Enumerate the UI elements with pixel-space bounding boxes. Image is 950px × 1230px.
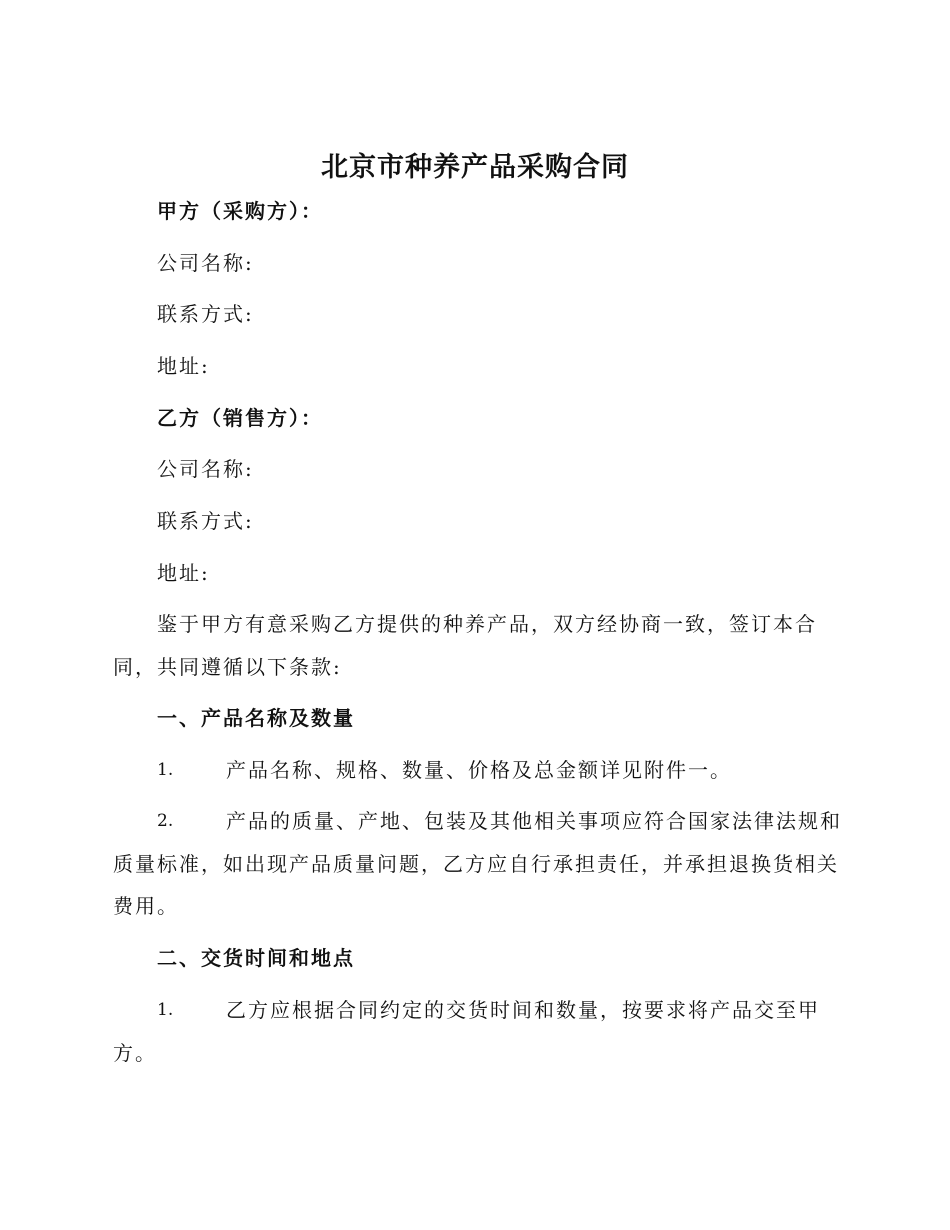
party-a-company-label: 公司名称:: [157, 251, 254, 275]
party-a-heading: 甲方（采购方）：: [157, 199, 323, 223]
section-1-heading: 一、产品名称及数量: [157, 706, 355, 730]
section-1-item-1-line-1: 产品名称、规格、数量、价格及总金额详见附件一。: [226, 758, 732, 782]
section-2-item-1-line-1: 乙方应根据合同约定的交货时间和数量，按要求将产品交至甲: [226, 998, 820, 1022]
document-title: 北京市种养产品采购合同: [321, 152, 629, 183]
party-b-contact-label: 联系方式:: [157, 509, 254, 533]
section-1-item-2-number: 2.: [157, 811, 174, 831]
section-1-item-1-number: 1.: [157, 760, 174, 780]
section-2-heading: 二、交货时间和地点: [157, 946, 355, 970]
party-a-contact-label: 联系方式:: [157, 302, 254, 326]
intro-line-1: 鉴于甲方有意采购乙方提供的种养产品，双方经协商一致，签订本合: [157, 612, 817, 636]
intro-line-2: 同，共同遵循以下条款:: [113, 655, 342, 679]
party-a-address-label: 地址:: [157, 354, 210, 378]
section-1-item-2-line-3: 费用。: [113, 894, 179, 918]
section-2-item-1-number: 1.: [157, 1000, 174, 1020]
party-b-company-label: 公司名称:: [157, 457, 254, 481]
section-1-item-2-line-1: 产品的质量、产地、包装及其他相关事项应符合国家法律法规和: [226, 809, 842, 833]
section-2-item-1-line-2: 方。: [113, 1041, 157, 1065]
section-1-item-2-line-2: 质量标准，如出现产品质量问题，乙方应自行承担责任，并承担退换货相关: [113, 852, 839, 876]
party-b-address-label: 地址:: [157, 561, 210, 585]
party-b-heading: 乙方（销售方）：: [157, 406, 323, 430]
